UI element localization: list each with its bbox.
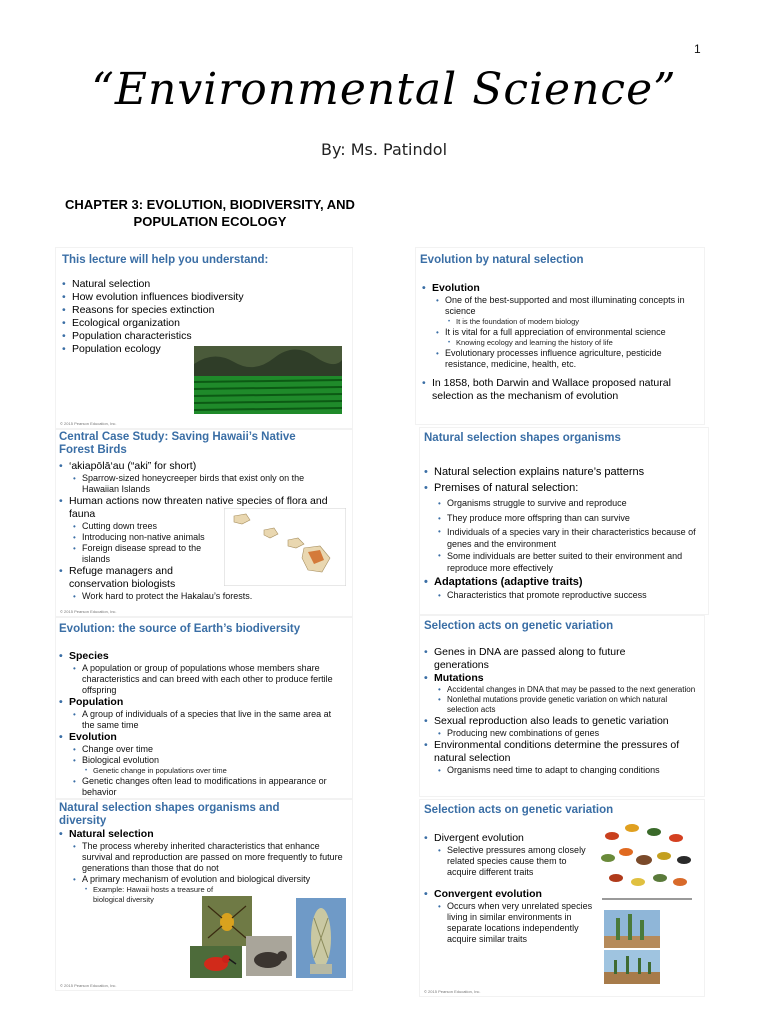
slide-bullets <box>59 828 345 905</box>
slide-natural-selection-diversity <box>56 800 352 990</box>
slide-footer: © 2015 Pearson Education, Inc. <box>60 421 117 426</box>
author-byline: By: Ms. Patindol <box>320 140 448 159</box>
document-title: “Environmental Science” <box>91 64 677 115</box>
bullet: • Refuge managers and conservation biologists <box>59 565 229 591</box>
sub-bullet: • A primary mechanism of evolution and biological diversity <box>59 874 332 885</box>
bullet: • How evolution influences biodiversity <box>62 291 244 304</box>
slide-bullets <box>62 278 244 356</box>
sub-bullet: • Selective pressures among closely related species cause them to acquire different traits <box>424 845 594 878</box>
bullet: • Ecological organization <box>62 317 244 330</box>
slide-natural-selection-organisms <box>420 428 708 614</box>
sub-bullet: • Biological evolution <box>59 755 345 766</box>
bullet: • Convergent evolution <box>424 888 594 901</box>
bullet: • Natural selection <box>59 828 345 841</box>
sub-bullet: • Accidental changes in DNA that may be passed to the next generation <box>424 685 700 695</box>
bullet: • Adaptations (adaptive traits) <box>424 574 704 590</box>
sub-bullet: • Genetic changes often lead to modifications in appearance or behavior <box>59 776 332 798</box>
sub-sub-bullet: • Genetic change in populations over time <box>59 766 345 776</box>
sub-sub-bullet: • It is the foundation of modern biology <box>422 317 700 327</box>
bullet: • Premises of natural selection: <box>424 480 704 496</box>
sub-bullet: • Foreign disease spread to the islands <box>59 543 212 565</box>
slide-title: Natural selection shapes organisms <box>424 432 621 444</box>
bullet: • Population <box>59 696 345 709</box>
sub-bullet: • Producing new combinations of genes <box>424 728 700 739</box>
sub-bullet: • A group of individuals of a species that live in the same area at the same time <box>59 709 345 731</box>
bullet: • Species <box>59 650 345 663</box>
sub-bullet: • Evolutionary processes influence agriculture, pesticide resistance, medicine, health, etc. <box>422 348 700 370</box>
bullet: • Divergent evolution <box>424 832 594 845</box>
slide-genetic-variation <box>420 616 704 796</box>
slide-title: Evolution: the source of Earth’s biodiversity <box>59 623 301 635</box>
slide-bullets <box>424 646 700 776</box>
honeycreeper-radiation-figure <box>592 816 702 906</box>
red-bird-photo <box>190 946 242 978</box>
forest-photo <box>194 346 342 414</box>
slide-title: Selection acts on genetic variation <box>424 620 614 632</box>
sub-bullet: • A population or group of populations whose members share characteristics and can breed with each other to produce fertile offspring <box>59 663 345 696</box>
slide-title: Selection acts on genetic variation <box>424 804 614 816</box>
chapter-heading: CHAPTER 3: EVOLUTION, BIODIVERSITY, AND POPULATION ECOLOGY <box>65 197 355 229</box>
bullet: • Reasons for species extinction <box>62 304 244 317</box>
slide-lecture-overview <box>56 248 352 428</box>
sub-bullet: • Occurs when very unrelated species living in similar environments in separate locations independently acquire similar traits <box>424 901 594 945</box>
sub-bullet: • Sparrow-sized honeycreeper birds that exist only on the Hawaiian Islands <box>59 473 332 495</box>
bullet: • In 1858, both Darwin and Wallace proposed natural selection as the mechanism of evolution <box>422 377 700 403</box>
page-number: 1 <box>694 42 701 56</box>
bullet: • Population characteristics <box>62 330 244 343</box>
sub-bullet: • Cutting down trees <box>59 521 345 532</box>
sub-bullet: • Work hard to protect the Hakalau’s forests. <box>59 591 345 602</box>
hawaii-map <box>224 508 346 586</box>
sub-bullet: • Individuals of a species vary in their characteristics because of genes and the environment <box>424 526 704 550</box>
bullet: • Human actions now threaten native species of flora and fauna <box>59 495 339 521</box>
sub-sub-bullet: • Example: Hawaii hosts a treasure of biological diversity <box>59 885 223 905</box>
slide-footer: © 2015 Pearson Education, Inc. <box>60 983 117 988</box>
sub-bullet: • Change over time <box>59 744 345 755</box>
slide-evolution-source <box>56 618 352 798</box>
bullet: • Evolution <box>59 731 345 744</box>
wild-pig-photo <box>246 936 292 976</box>
slide-title: Evolution by natural selection <box>420 254 584 266</box>
bullet: • Natural selection explains nature’s patterns <box>424 464 704 480</box>
spider-photo <box>202 896 252 946</box>
bullet: • ‘akiapōlā‘au (“aki” for short) <box>59 460 345 473</box>
slide-bullets <box>59 650 345 798</box>
bullet: • Population ecology <box>62 343 244 356</box>
bullet: • Mutations <box>424 672 700 685</box>
slide-bullets <box>422 282 700 403</box>
slide-bullets <box>424 464 704 601</box>
bullet: • Sexual reproduction also leads to genetic variation <box>424 715 700 728</box>
sub-bullet: • Some individuals are better suited to their environment and reproduce more effectively <box>424 550 704 574</box>
bullet: • Genes in DNA are passed along to future generations <box>424 646 654 672</box>
bullet: • Evolution <box>422 282 700 295</box>
sub-bullet: • Organisms need time to adapt to changing conditions <box>424 765 700 776</box>
slide-bullets <box>424 832 594 945</box>
sub-bullet: • Introducing non-native animals <box>59 532 345 543</box>
euphorbia-photo <box>604 950 660 984</box>
cactus-photo <box>604 910 660 948</box>
slide-title: Central Case Study: Saving Hawaii’s Native Forest Birds <box>59 431 296 456</box>
sub-bullet: • They produce more offspring than can survive <box>424 511 704 526</box>
sub-bullet: • Characteristics that promote reproductive success <box>424 590 704 601</box>
slide-divergent-convergent <box>420 800 704 996</box>
sub-bullet: • Nonlethal mutations provide genetic variation on which natural selection acts <box>424 695 700 715</box>
silversword-plant-photo <box>296 898 346 978</box>
sub-bullet: • Organisms struggle to survive and reproduce <box>424 496 704 511</box>
bullet: • Natural selection <box>62 278 244 291</box>
slide-title: This lecture will help you understand: <box>62 254 269 266</box>
sub-sub-bullet: • Knowing ecology and learning the history of life <box>422 338 700 348</box>
slide-evolution-by-selection <box>416 248 704 424</box>
bullet: • Environmental conditions determine the pressures of natural selection <box>424 739 704 765</box>
slide-footer: © 2015 Pearson Education, Inc. <box>424 989 481 994</box>
slide-case-study <box>56 430 352 616</box>
sub-bullet: • One of the best-supported and most illuminating concepts in science <box>422 295 685 317</box>
sub-bullet: • It is vital for a full appreciation of environmental science <box>422 327 700 338</box>
slide-footer: © 2015 Pearson Education, Inc. <box>60 609 117 614</box>
slide-title: Natural selection shapes organisms and diversity <box>59 802 280 827</box>
sub-bullet: • The process whereby inherited characteristics that enhance survival and reproduction are passed on more frequently to future generations than those that do not <box>59 841 345 874</box>
